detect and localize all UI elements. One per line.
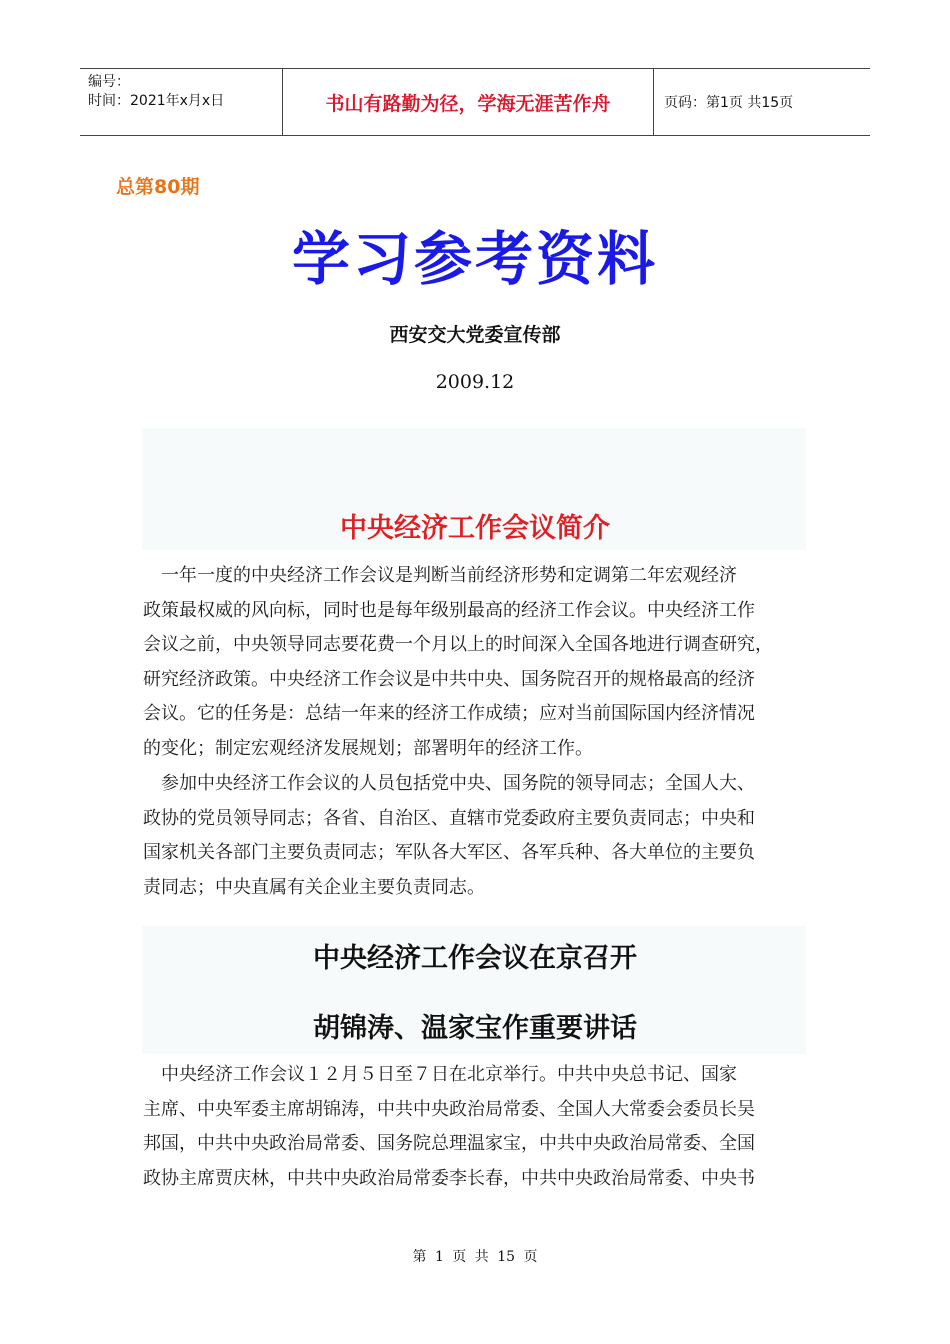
text-line: 参加中央经济工作会议的人员包括党中央、国务院的领导同志；全国人大、 (143, 773, 755, 794)
section2-title: 中央经济工作会议在京召开 (313, 943, 637, 974)
header-page-info: 页码：第1页 共15页 (664, 95, 794, 111)
section1-paragraph-1 (143, 559, 809, 766)
text-line: 会议。它的任务是：总结一年来的经济工作成绩；应对当前国际国内经济情况 (143, 703, 755, 724)
text-line: 中央经济工作会议１２月５日至７日在北京举行。中共中央总书记、国家 (143, 1064, 737, 1085)
number-label: 编号： (88, 74, 130, 90)
department: 西安交大党委宣传部 (389, 324, 561, 346)
text-line: 责同志；中央直属有关企业主要负责同志。 (143, 876, 485, 898)
issue-number: 总第80期 (116, 176, 200, 198)
document-title: 学习参考资料 (291, 225, 658, 293)
text-line: 政协主席贾庆林，中共中央政治局常委李长春，中共中央政治局常委、中央书 (143, 1167, 755, 1189)
text-line: 政协的党员领导同志；各省、自治区、直辖市党委政府主要负责同志；中央和 (143, 807, 755, 829)
text-line: 会议之前，中央领导同志要花费一个月以上的时间深入全国各地进行调查研究， (143, 634, 773, 655)
text-line: 国家机关各部门主要负责同志；军队各大军区、各军兵种、各大单位的主要负 (143, 842, 755, 863)
time-label: 时间：2021年x月x日 (88, 93, 225, 109)
publication-date: 2009.12 (435, 371, 515, 393)
page-footer: 第 1 页 共 15 页 (412, 1249, 538, 1265)
header-motto: 书山有路勤为径，学海无涯苦作舟 (282, 69, 654, 135)
text-line: 一年一度的中央经济工作会议是判断当前经济形势和定调第二年宏观经济 (143, 565, 737, 586)
section1-title: 中央经济工作会议简介 (340, 513, 610, 544)
text-line: 主席、中央军委主席胡锦涛，中共中央政治局常委、全国人大常委会委员长吴 (143, 1098, 755, 1120)
section1-paragraph-2 (143, 767, 809, 905)
text-line: 邦国，中共中央政治局常委、国务院总理温家宝，中共中央政治局常委、全国 (143, 1133, 755, 1154)
text-line: 的变化；制定宏观经济发展规划；部署明年的经济工作。 (143, 737, 593, 759)
section2-subtitle: 胡锦涛、温家宝作重要讲话 (313, 1013, 637, 1044)
header-meta (80, 69, 282, 135)
document-header (80, 68, 870, 136)
text-line: 政策最权威的风向标，同时也是每年级别最高的经济工作会议。中央经济工作 (143, 599, 755, 621)
text-line: 研究经济政策。中央经济工作会议是中共中央、国务院召开的规格最高的经济 (143, 668, 755, 690)
section2-paragraph (143, 1058, 809, 1196)
